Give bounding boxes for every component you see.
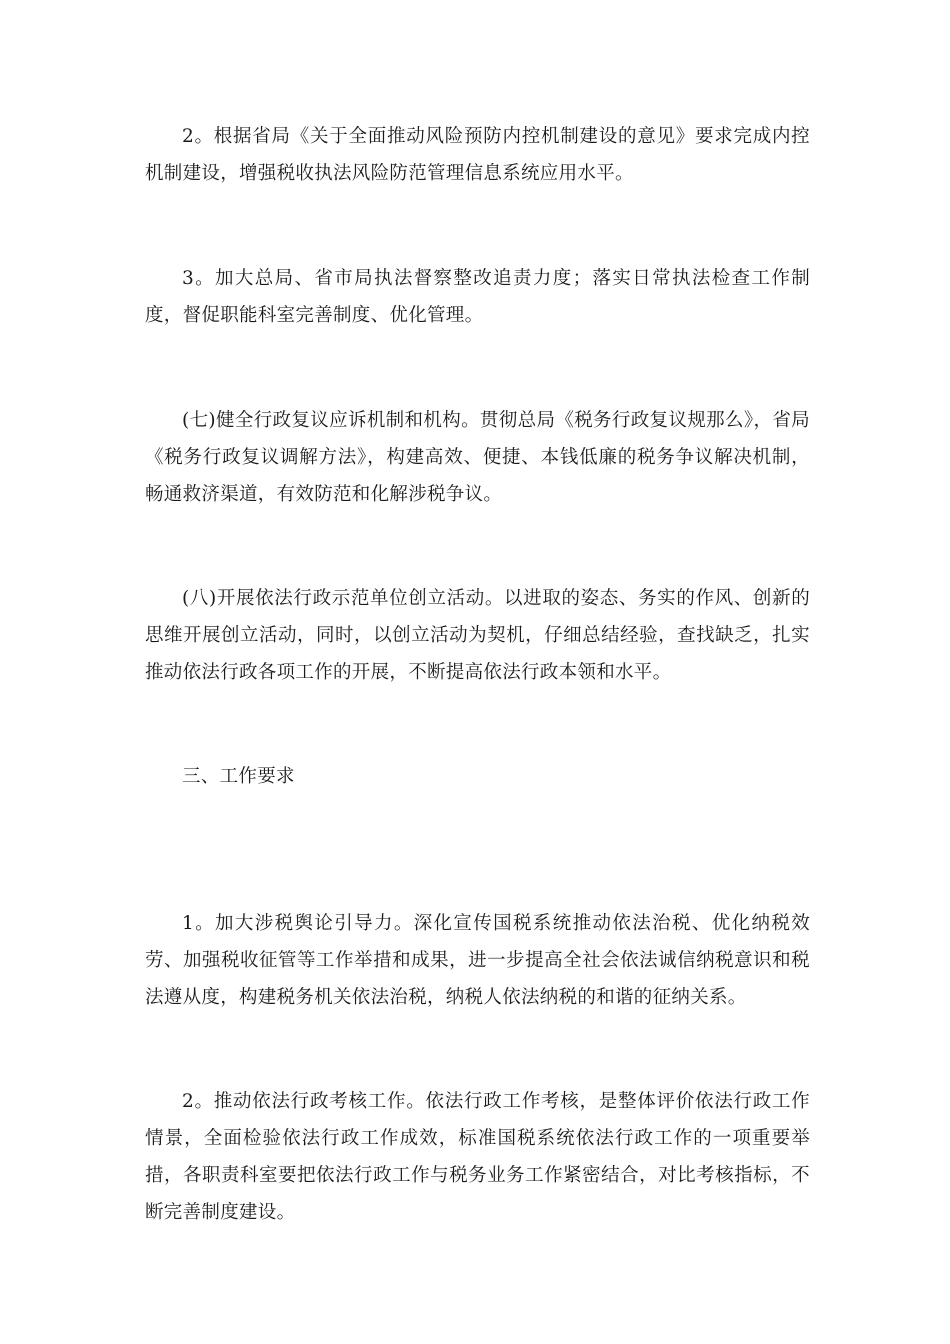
paragraph-requirement-2-assessment: 2。推动依法行政考核工作。依法行政工作考核，是整体评价依法行政工作情景，全面检验依法行政工作成效，标准国税系统依法行政工作的一项重要举措，各职责科室要把依法行政工作与税务业务工作紧密结合，对比考核指标，不断完善制度建设。 [145,1091,810,1223]
paragraph-section-8-demonstration-unit: (八)开展依法行政示范单位创立活动。以进取的姿态、务实的作风、创新的思维开展创立活动，同时，以创立活动为契机，仔细总结经验，查找缺乏，扎实推动依法行政各项工作的开展，不断提高依法行政本领和水平。 [145,588,810,683]
section-heading-work-requirements: 三、工作要求 [182,766,295,787]
paragraph-item-3-enforcement-supervision: 3。加大总局、省市局执法督察整改追责力度；落实日常执法检查工作制度，督促职能科室完善制度、优化管理。 [145,268,810,326]
paragraph-item-2-internal-control: 2。根据省局《关于全面推动风险预防内控机制建设的意见》要求完成内控机制建设，增强税收执法风险防范管理信息系统应用水平。 [145,126,810,184]
paragraph-requirement-1-public-opinion: 1。加大涉税舆论引导力。深化宣传国税系统推动依法治税、优化纳税效劳、加强税收征管等工作举措和成果，进一步提高全社会依法诚信纳税意识和税法遵从度，构建税务机关依法治税，纳税人依法纳税的和谐的征纳关系。 [145,913,810,1008]
paragraph-section-7-administrative-review: (七)健全行政复议应诉机制和机构。贯彻总局《税务行政复议规那么》，省局《税务行政复议调解方法》，构建高效、便捷、本钱低廉的税务争议解决机制，畅通救济渠道，有效防范和化解涉税争议。 [145,410,810,505]
